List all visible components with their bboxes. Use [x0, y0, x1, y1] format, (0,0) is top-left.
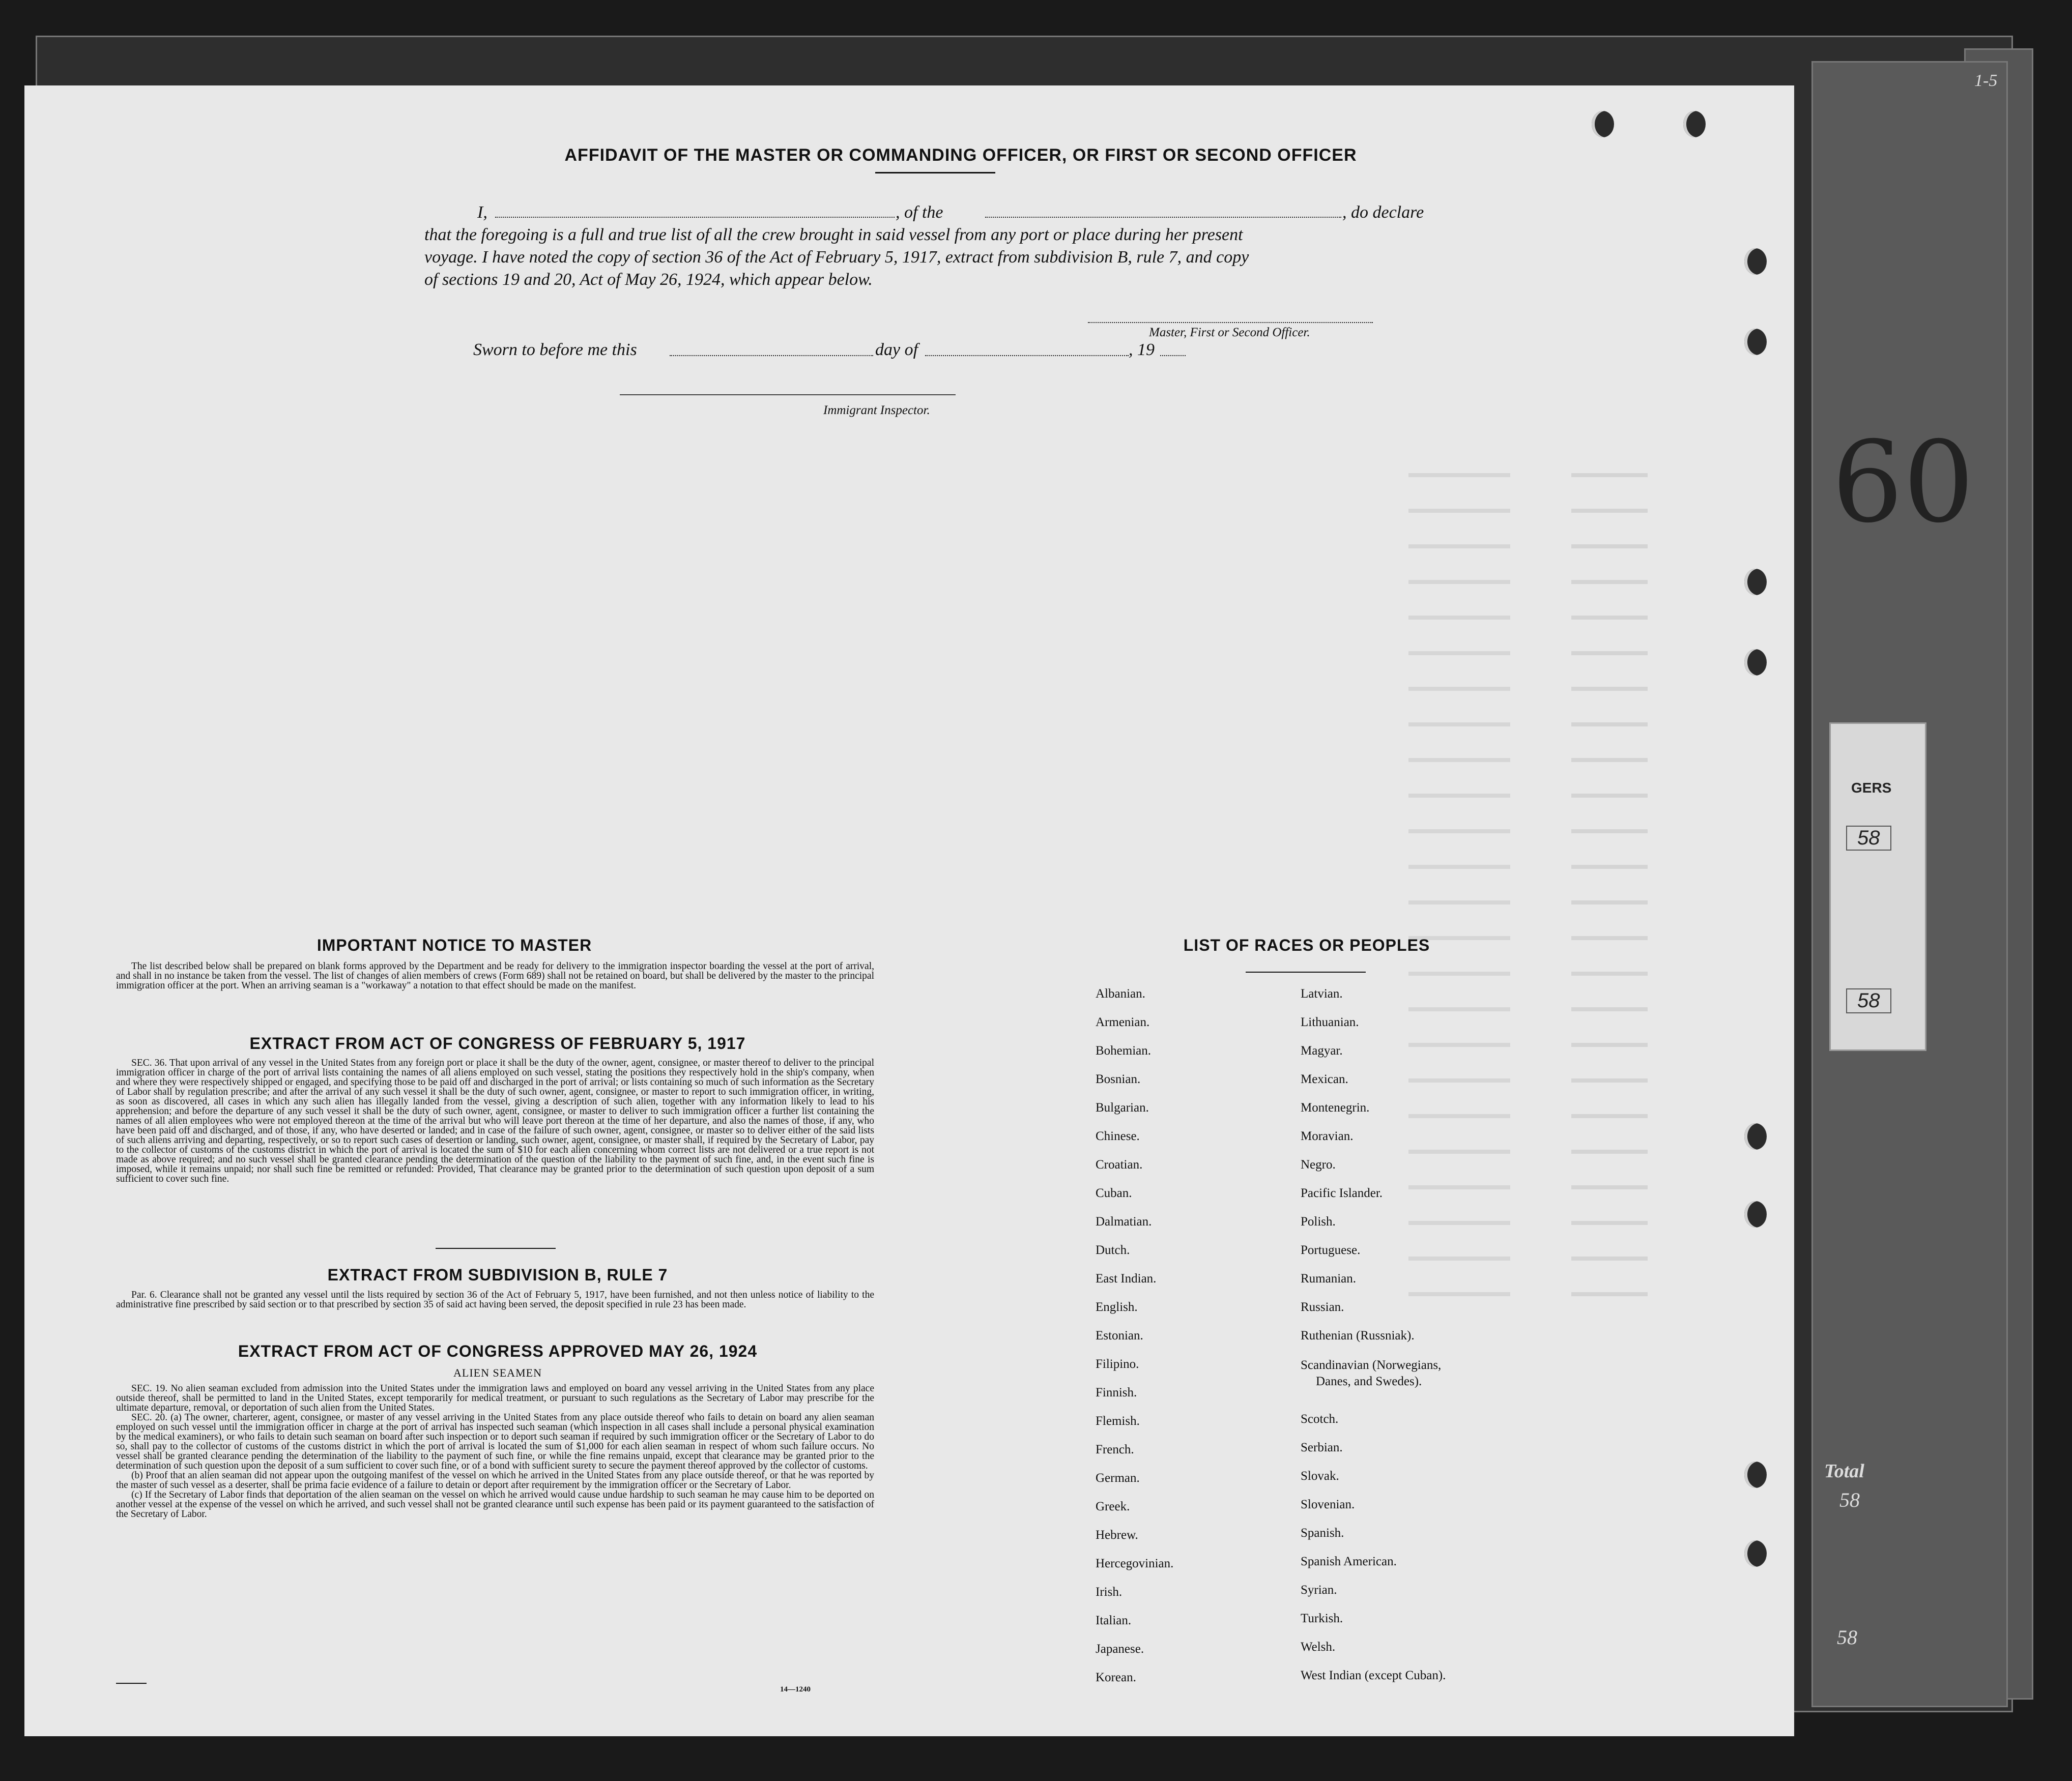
race-item: West Indian (except Cuban). — [1301, 1669, 1446, 1682]
punch-hole — [1744, 569, 1767, 595]
race-item: German. — [1096, 1471, 1140, 1485]
race-item: Scotch. — [1301, 1412, 1339, 1426]
race-item: Bulgarian. — [1096, 1101, 1149, 1115]
bleed-through-column — [1408, 442, 1510, 1306]
race-item: Negro. — [1301, 1158, 1336, 1172]
section-19-paragraph: SEC. 19. No alien seaman excluded from admission into the United States under the immigration laws and employed on board any vessel arriving in the United States from any place outside thereof, shall be permitted to land in the United States, except temporarily for medical treatment, or pursuant to such regulations as the Secretary of Labor may prescribe for the ultimate departure, removal, or deportation of such alien from the United States. — [116, 1383, 874, 1413]
punch-hole — [1744, 248, 1767, 275]
race-item: Syrian. — [1301, 1583, 1337, 1597]
affidavit-line-2: that the foregoing is a full and true list of all the crew brought in said vessel from any port or place during her present — [424, 225, 1243, 244]
master-signature-line[interactable] — [1088, 322, 1373, 323]
race-item: Greek. — [1096, 1500, 1130, 1513]
bleed-through-column — [1571, 442, 1648, 1306]
race-item: Pacific Islander. — [1301, 1186, 1383, 1200]
total-label: Total — [1824, 1461, 1864, 1482]
race-item: Serbian. — [1301, 1441, 1343, 1454]
race-item: Croatian. — [1096, 1158, 1143, 1172]
race-item: Flemish. — [1096, 1414, 1140, 1428]
extract-1924-title: EXTRACT FROM ACT OF CONGRESS APPROVED MAY 26, 1924 — [238, 1342, 758, 1360]
sworn-day-blank[interactable] — [670, 355, 873, 356]
sworn-day-of: day of — [875, 340, 918, 359]
extract-rule7-text — [116, 1290, 874, 1309]
punch-hole — [1744, 329, 1767, 355]
race-item: Spanish. — [1301, 1526, 1344, 1540]
count-box — [1829, 722, 1926, 1051]
rule7-paragraph: Par. 6. Clearance shall not be granted any vessel until the lists required by section 36 of the Act of February 5, 1917, have been furnished, and not then unless notice of liability to the administrative fine prescribed by said section or to that prescribed by section 35 of said act having been served, the deposit specified in rule 23 has been made. — [116, 1290, 874, 1310]
section-20b-paragraph: (b) Proof that an alien seaman did not appear upon the outgoing manifest of the vessel on which he arrived in the United States from any place outside thereof, or that he was reported by the master of such vessel as a deserter, shall be prima facie evidence of a failure to detain or deport after requirement by the immigration officer or the Secretary of Labor. — [116, 1470, 874, 1491]
punch-hole — [1744, 1540, 1767, 1567]
title-underline — [875, 172, 995, 173]
race-item: French. — [1096, 1443, 1134, 1456]
race-item: Danes, and Swedes). — [1316, 1375, 1422, 1388]
punch-hole — [1592, 111, 1614, 137]
punch-hole — [1744, 649, 1767, 676]
race-item: Portuguese. — [1301, 1243, 1361, 1257]
extract-1917-text — [116, 1058, 874, 1184]
race-item: Korean. — [1096, 1671, 1136, 1684]
race-item: Filipino. — [1096, 1357, 1139, 1371]
punch-hole — [1683, 111, 1706, 137]
section-divider — [436, 1248, 556, 1249]
punch-hole — [1744, 1201, 1767, 1228]
section-20c-paragraph: (c) If the Secretary of Labor finds that deportation of the alien seaman on the vessel on which he arrived would cause undue hardship to such seaman he may cause him to be deported on another vessel at the expense of the vessel on which he arrived, and such vessel shall not be granted clearance until such expense has been paid or its payment guaranteed to the satisfaction of the Secretary of Labor. — [116, 1490, 874, 1520]
race-item: Dalmatian. — [1096, 1215, 1152, 1229]
race-item: Spanish American. — [1301, 1555, 1397, 1568]
race-item: Polish. — [1301, 1215, 1336, 1229]
vessel-blank[interactable] — [985, 217, 1341, 218]
sworn-prefix: Sworn to before me this — [473, 340, 637, 359]
inspector-signature-label: Immigrant Inspector. — [823, 403, 930, 417]
race-item: Slovak. — [1301, 1469, 1339, 1483]
section-36-paragraph: SEC. 36. That upon arrival of any vessel in the United States from any foreign port or place it shall be the duty of the owner, agent, consignee, or master thereof to deliver to the principal immigration officer in charge of the port of arrival lists containing the names of all aliens employed on such vessel, stating the positions they respectively hold in the ship's company, when and where they were respectively shipped or engaged, and specifying those to be paid off and discharged in the port of arrival; or lists containing so much of such information as the Secretary of Labor shall by regulation prescribe; and after the arrival of any such vessel it shall be the duty of such owner, agent, consignee, or master to report to such immigration officer, in writing, as soon as discovered, all cases in which any such alien has illegally landed from the vessel, giving a description of such alien, together with any information likely to lead to his apprehension; and before the departure of any such vessel it shall be the duty of such owner, agent, consignee, or master to deliver to such immigration officer a further list containing the names of all alien employees who were not employed thereon at the time of the arrival but who will leave port thereon at the time of her departure, and also the names of those, if any, who have been paid off and discharged, and of those, if any, who have deserted or landed; and in case of the failure of such owner, agent, consignee, or master so to deliver either of the said lists of such aliens arriving and departing, respectively, or so to report such cases of desertion or landing, such owner, agent, consignee, or master shall, if required by the Secretary of Labor, pay to the collector of customs of the customs district in which the port of arrival is located the sum of $10 for each alien concerning whom correct lists are not delivered or a true report is not made as above required; and no such vessel shall be granted clearance pending the determination of the question of the liability to the payment of such fine, and, in the event such fine is imposed, while it remains unpaid; nor shall such fine be remitted or refunded: Provided, That clearance may be granted prior to the determination of such question upon deposit of a sum sufficient to cover such fine. — [116, 1058, 874, 1184]
race-item: Welsh. — [1301, 1640, 1336, 1654]
race-item: Ruthenian (Russniak). — [1301, 1329, 1415, 1342]
race-item: Hebrew. — [1096, 1528, 1138, 1542]
race-item: Russian. — [1301, 1300, 1344, 1314]
extract-rule7-title: EXTRACT FROM SUBDIVISION B, RULE 7 — [327, 1266, 668, 1284]
race-item: Estonian. — [1096, 1329, 1143, 1342]
notice-paragraph: The list described below shall be prepared on blank forms approved by the Department and be ready for delivery to the immigration inspector boarding the vessel at the port of arrival, and shall in no instance be taken from the vessel. The list of changes of alien members of crews (Form 689) shall not be retained on board, but shall be delivered by the master to the principal immigration officer at the port. When an arriving seaman is a "workaway" a notation to that effect should be made on the manifest. — [116, 961, 874, 991]
race-item: Lithuanian. — [1301, 1015, 1359, 1029]
affidavit-line-3: voyage. I have noted the copy of section 36 of the Act of February 5, 1917, extract from subdivision B, rule 7, and copy — [424, 248, 1249, 267]
total-count: 58 — [1839, 1488, 1860, 1511]
notice-title: IMPORTANT NOTICE TO MASTER — [316, 936, 592, 954]
affidavit-title: AFFIDAVIT OF THE MASTER OR COMMANDING OFFICER, OR FIRST OR SECOND OFFICER — [564, 145, 1357, 165]
extract-1917-title: EXTRACT FROM ACT OF CONGRESS OF FEBRUARY 5, 1917 — [249, 1034, 746, 1053]
section-20a-paragraph: SEC. 20. (a) The owner, charterer, agent, consignee, or master of any vessel arriving in the United States from any place outside thereof who fails to detain on board any alien seaman employed on such vessel until the immigration officer in charge at the port of arrival has inspected such seaman (which inspection in all cases shall include a personal physical examination by the medical examiners), or who fails to detain such seaman on board after such inspection or to deport such seaman if required by such immigration officer or the Secretary of Labor to do so, shall pay to the collector of customs of the customs district in which the port of arrival is located the sum of $1,000 for each alien seaman in respect of whom such failure occurs. No vessel shall be granted clearance pending the determination of the liability to the payment of such fine, or while the fine remains unpaid, except that clearance may be granted prior to the determination of such question upon the deposit of a sum sufficient to cover such fine, or of a bond with sufficient surety to secure the payment thereof approved by the collector of customs. — [116, 1412, 874, 1471]
bottom-left-mark — [116, 1683, 147, 1684]
affidavit-line-4: of sections 19 and 20, Act of May 26, 1924, which appear below. — [424, 270, 873, 289]
inspector-signature-line[interactable] — [620, 394, 956, 395]
race-item: Japanese. — [1096, 1642, 1144, 1656]
race-item: Slovenian. — [1301, 1498, 1355, 1511]
affidavit-do-declare: , do declare — [1342, 203, 1424, 222]
race-item: Italian. — [1096, 1614, 1132, 1627]
race-item: Irish. — [1096, 1585, 1123, 1599]
race-item: Rumanian. — [1301, 1272, 1357, 1286]
punch-hole — [1744, 1462, 1767, 1488]
sworn-month-blank[interactable] — [925, 355, 1129, 356]
race-item: Chinese. — [1096, 1129, 1140, 1143]
race-item: Finnish. — [1096, 1386, 1137, 1399]
race-item: Magyar. — [1301, 1044, 1343, 1058]
corner-annotation: 1-5 — [1974, 71, 1998, 90]
race-item: Latvian. — [1301, 987, 1343, 1001]
race-item: Bosnian. — [1096, 1072, 1141, 1086]
affidavit-of-the: , of the — [896, 203, 943, 222]
race-item: Cuban. — [1096, 1186, 1132, 1200]
races-title: LIST OF RACES OR PEOPLES — [1183, 936, 1430, 954]
alien-seamen-subtitle: ALIEN SEAMEN — [453, 1366, 542, 1379]
race-item: Scandinavian (Norwegians, — [1301, 1358, 1442, 1372]
box-count-2: 58 — [1846, 988, 1891, 1013]
notice-text — [116, 961, 874, 990]
race-item: Armenian. — [1096, 1015, 1150, 1029]
sworn-year: , 19 — [1129, 340, 1155, 359]
race-item: Albanian. — [1096, 987, 1145, 1001]
races-underline — [1246, 972, 1366, 973]
race-item: Montenegrin. — [1301, 1101, 1370, 1115]
race-item: East Indian. — [1096, 1272, 1157, 1286]
form-number: 14—1240 — [780, 1685, 811, 1694]
sworn-year-blank[interactable] — [1160, 355, 1186, 356]
box-count-1: 58 — [1846, 826, 1891, 851]
name-blank[interactable] — [495, 217, 895, 218]
box-fragment-text: GERS — [1851, 780, 1892, 796]
master-signature-label: Master, First or Second Officer. — [1149, 326, 1310, 339]
extract-1924-text — [116, 1384, 874, 1519]
race-item: English. — [1096, 1300, 1138, 1314]
race-item: Hercegovinian. — [1096, 1557, 1174, 1570]
race-item: Moravian. — [1301, 1129, 1354, 1143]
race-item: Bohemian. — [1096, 1044, 1152, 1058]
affidavit-i: I, — [477, 203, 487, 222]
race-item: Dutch. — [1096, 1243, 1130, 1257]
bottom-count: 58 — [1837, 1626, 1857, 1649]
manifest-page — [24, 85, 1794, 1736]
punch-hole — [1744, 1123, 1767, 1150]
race-item: Turkish. — [1301, 1612, 1343, 1625]
handwritten-page-number: 60 — [1832, 417, 1974, 547]
race-item: Mexican. — [1301, 1072, 1348, 1086]
